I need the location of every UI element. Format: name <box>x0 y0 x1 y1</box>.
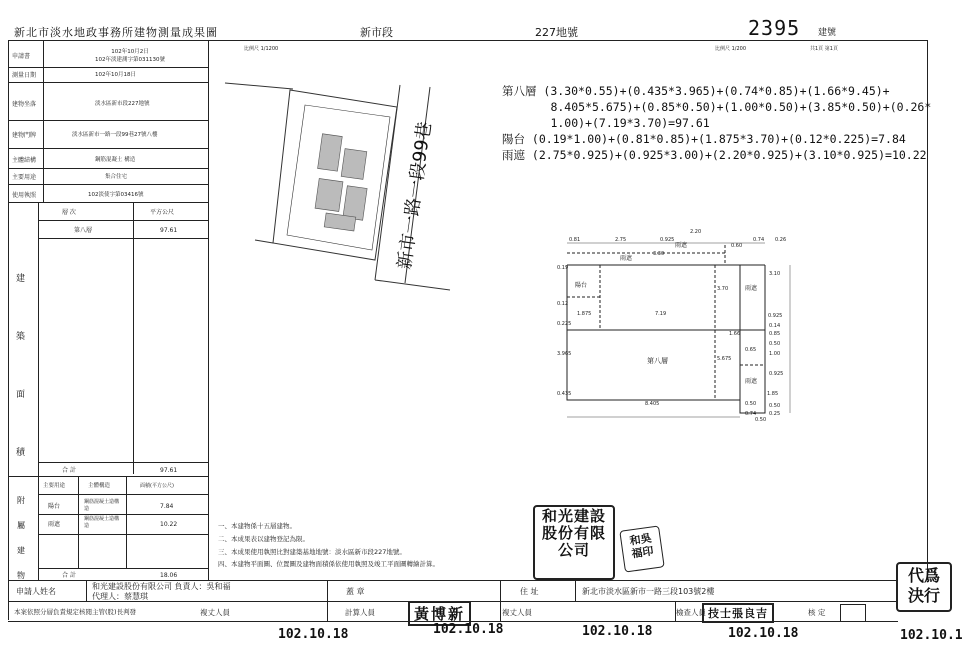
company-seal: 和光建設股份有限公司 <box>533 505 615 580</box>
attach-header-area: 面積(平方公尺) <box>140 483 174 489</box>
agent-name: 代理人：蔡慧琪 <box>92 592 148 601</box>
room-balcony-label: 陽台 <box>575 282 588 289</box>
date-stamp: 102.10.18 <box>728 626 799 641</box>
dim-label: 0.225 <box>557 321 572 327</box>
parcel-outline <box>273 90 397 260</box>
section-name: 新市段 <box>360 26 393 39</box>
attach-header-struct: 主體構造 <box>88 483 111 489</box>
row-value: 102淡使字第03416號 <box>88 192 144 198</box>
application-no: 102年淡建測字第031130號 <box>95 57 165 63</box>
room-canopy-label: 雨遮 <box>675 242 688 249</box>
dim-label: 0.65 <box>745 347 757 353</box>
row-value: 淡水區新市一路一段99巷27號八樓 <box>72 132 158 138</box>
row-value <box>80 48 180 64</box>
dim-label: 8.405 <box>645 401 660 407</box>
row-label: 建物坐落 <box>12 101 37 108</box>
attach-use: 陽台 <box>48 503 61 510</box>
room-canopy-label: 雨遮 <box>745 285 758 292</box>
building-number: 2395 <box>748 16 801 40</box>
dim-label: 0.50 <box>745 401 757 407</box>
building-footprint <box>315 134 367 231</box>
dim-label: 1.66 <box>729 331 741 337</box>
dim-label: 0.19 <box>557 265 569 271</box>
note-line: 二、本成果表以建物登記為限。 <box>218 535 309 543</box>
attach-header-use: 主要用途 <box>43 483 66 489</box>
area-vline-2 <box>133 202 134 474</box>
dim-label: 1.00 <box>769 351 781 357</box>
dim-label: 5.675 <box>717 356 732 362</box>
dim-label: 0.925 <box>660 237 675 243</box>
attach-total: 18.06 <box>160 572 178 579</box>
row-label: 申請書 <box>12 53 31 60</box>
seal-label: 蓋 章 <box>346 587 365 596</box>
frame-left <box>8 40 9 620</box>
frame-right <box>927 40 928 580</box>
area-total-label: 合 計 <box>62 467 76 474</box>
location-map <box>225 55 465 295</box>
calc-line: 雨遮 (2.75*0.925)+(0.925*3.00)+(2.20*0.925)+(3.10*0.925)=10.22 <box>502 148 927 162</box>
date-stamp: 102.10.18 <box>433 622 504 637</box>
frame-top <box>8 40 928 41</box>
table-vline-1 <box>43 40 44 202</box>
dim-label: 0.26 <box>775 237 787 243</box>
area-header-unit: 平方公尺 <box>150 209 175 216</box>
dim-label: 3.70 <box>717 286 729 292</box>
dimension-labels <box>557 229 786 423</box>
dim-label: 0.74 <box>753 237 765 243</box>
area-total: 97.61 <box>160 467 178 474</box>
floor-area: 97.61 <box>160 227 178 234</box>
dim-label: 0.12 <box>557 301 569 307</box>
dim-label: 1.875 <box>577 311 592 317</box>
approver-seal-box <box>840 604 866 622</box>
calculator-label: 計算人員 <box>345 608 375 617</box>
side-label-building-area: 建 築 面 積 <box>16 274 26 458</box>
attach-area: 10.22 <box>160 521 178 528</box>
dim-label: 0.85 <box>769 331 781 337</box>
row-label: 建物門牌 <box>12 132 37 139</box>
application-date: 102年10月2日 <box>111 49 149 55</box>
floor-name: 第八層 <box>74 227 93 234</box>
attach-area: 7.84 <box>160 503 174 510</box>
dim-label: 1.85 <box>767 391 779 397</box>
dim-label: 0.81 <box>569 237 581 243</box>
dim-label: 3.30 <box>653 251 665 257</box>
building-number-label: 建號 <box>818 28 837 38</box>
room-canopy-label: 雨遮 <box>745 378 758 385</box>
area-header-floor: 層 次 <box>62 209 76 216</box>
reviewer-label: 複丈人員 <box>502 608 532 617</box>
calc-line: 陽台 (0.19*1.00)+(0.81*0.85)+(1.875*3.70)+(0.12*0.225)=7.84 <box>502 132 906 146</box>
row-label: 主要用途 <box>12 174 37 181</box>
plan-outline <box>567 245 765 413</box>
room-canopy-label: 雨遮 <box>620 255 633 262</box>
dim-label: 0.74 <box>745 411 757 417</box>
applicant-name: 和光建設股份有限公司 負責人：吳和福 <box>92 582 231 591</box>
disclaimer: 本案依照分層負責規定核閱主管(股)長判發 <box>14 608 137 616</box>
floor-plan <box>555 229 795 425</box>
dim-label: 0.50 <box>755 417 767 423</box>
row-value: 淡水區新市段227地號 <box>95 101 150 107</box>
date-stamp: 102.10.18 <box>278 627 349 642</box>
calc-line: 第八層 (3.30*0.55)+(0.435*3.965)+(0.74*0.85)+(1.66*9.45)+ <box>502 84 890 98</box>
table-vline-2 <box>208 40 209 580</box>
applicant-label: 申請人姓名 <box>16 587 56 596</box>
dim-label: 0.14 <box>769 323 781 329</box>
date-stamp: 102.10.18 <box>582 624 653 639</box>
attach-struct: 鋼筋混凝土造構造 <box>84 499 120 512</box>
note-line: 三、本成果使用執照比對建築基地地號：淡水區新市段227地號。 <box>218 548 406 556</box>
road-name: 新市一路一段99巷 <box>394 120 436 271</box>
room-main-label: 第八層 <box>647 357 668 365</box>
dim-label: 3.10 <box>769 271 781 277</box>
approver-label: 核 定 <box>808 608 826 617</box>
row-label: 主體結構 <box>12 157 37 164</box>
side-label-attached: 附 屬 建 物 <box>17 496 25 580</box>
dim-label: 0.60 <box>731 243 743 249</box>
row-label: 使用執照 <box>12 192 37 199</box>
sheet-info: 共1頁 第1頁 <box>810 46 838 52</box>
checker-stamp: 技士張良吉 <box>702 603 774 623</box>
dim-label: 2.75 <box>615 237 627 243</box>
dim-label: 7.19 <box>655 311 667 317</box>
drafter-label: 複丈人員 <box>200 608 230 617</box>
scale-location: 比例尺 1/1200 <box>244 46 279 52</box>
document-title: 新北市淡水地政事務所建物測量成果圖 <box>14 26 218 39</box>
calculator-stamp: 黃博新 <box>408 601 471 626</box>
scale-plan: 比例尺 1/200 <box>715 46 746 52</box>
date-stamp: 102.10.1 <box>900 628 963 643</box>
dim-label: 0.925 <box>769 371 784 377</box>
attach-use: 雨遮 <box>48 521 61 528</box>
attach-total-label: 合 計 <box>62 572 76 579</box>
note-line: 四、本建物平面圖、位置圖及建物面積係依使用執照及竣工平面圖轉繪計算。 <box>218 560 439 568</box>
calc-line: 8.405*5.675)+(0.85*0.50)+(1.00*0.50)+(3.85*0.50)+(0.26* <box>502 100 932 114</box>
note-line: 一、本建物係十五層建物。 <box>218 522 296 530</box>
row-value: 集合住宅 <box>105 174 128 180</box>
address-label: 住 址 <box>520 587 539 596</box>
row-value: 鋼筋混凝土 構造 <box>95 157 136 163</box>
dim-label: 0.435 <box>557 391 572 397</box>
dim-label: 0.25 <box>769 411 781 417</box>
dim-label: 0.50 <box>769 341 781 347</box>
area-vline <box>38 202 39 580</box>
person-seal: 和吳福印 <box>619 525 664 572</box>
dim-label: 2.20 <box>690 229 702 235</box>
row-label: 測量日期 <box>12 72 37 79</box>
calc-line: 1.00)+(7.19*3.70)=97.61 <box>502 116 710 130</box>
address: 新北市淡水區新市一路三段103號2樓 <box>582 587 715 596</box>
attach-struct: 鋼筋混凝土造構造 <box>84 516 120 529</box>
dim-label: 0.925 <box>768 313 783 319</box>
land-number: 227地號 <box>535 26 578 39</box>
dim-label: 0.50 <box>769 403 781 409</box>
agent-stamp: 代爲決行 <box>896 562 952 612</box>
dim-label: 3.965 <box>557 351 572 357</box>
row-value: 102年10月18日 <box>95 72 136 78</box>
checker-label: 檢查人員 <box>676 608 706 617</box>
